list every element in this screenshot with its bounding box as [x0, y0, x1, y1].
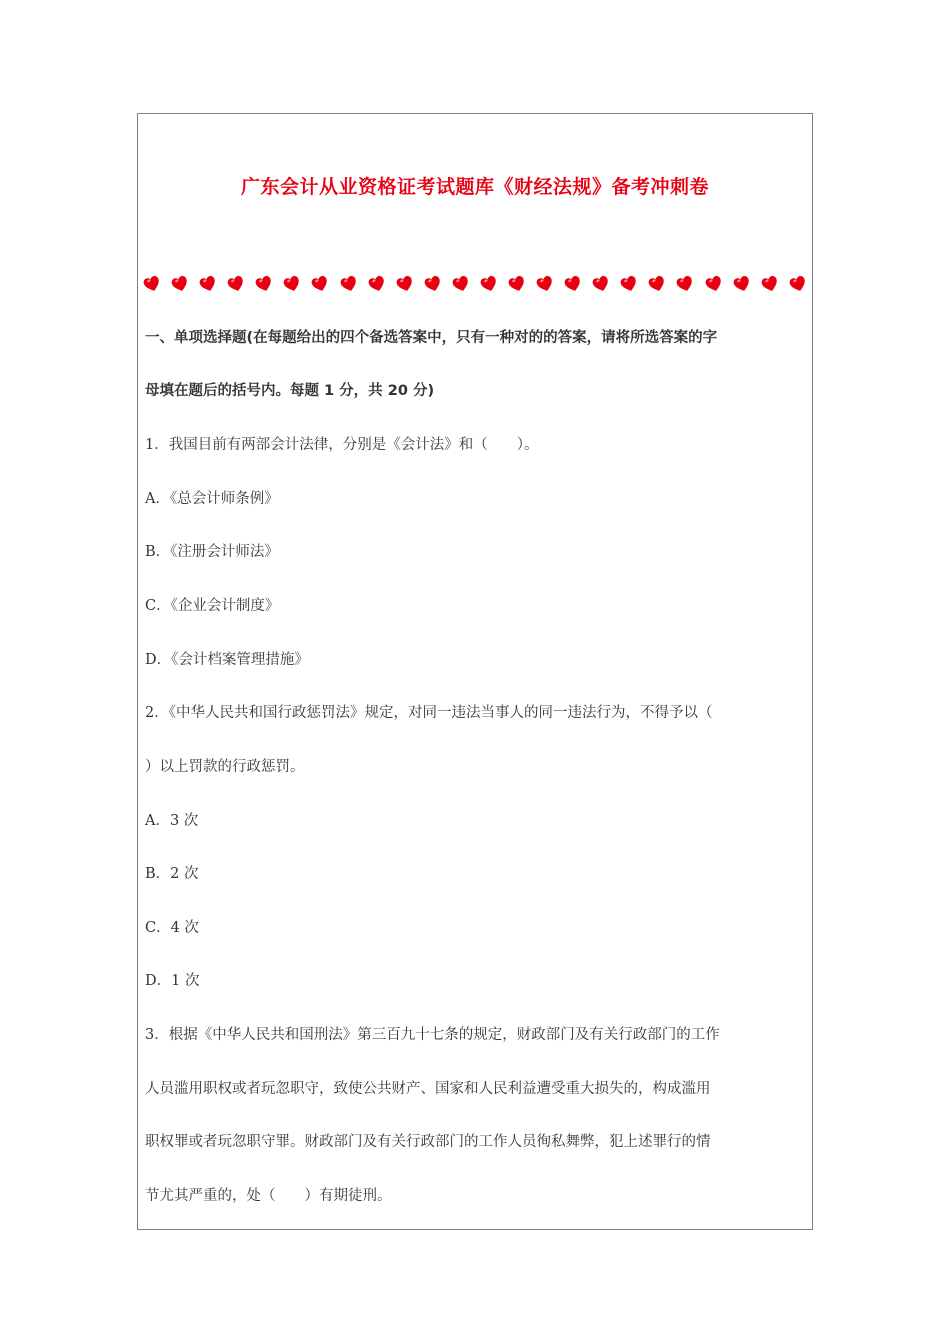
heart-icon — [676, 275, 694, 293]
question-3-stem-line-2: 人员滥用职权或者玩忽职守，致使公共财产、国家和人民利益遭受重大损失的，构成滥用 — [145, 1081, 711, 1097]
heart-icon — [536, 275, 554, 293]
heart-icon — [564, 275, 582, 293]
heart-icon — [424, 275, 442, 293]
document-title: 广东会计从业资格证考试题库《财经法规》备考冲刺卷 — [240, 176, 709, 198]
heart-icon — [368, 275, 386, 293]
question-3-stem-line-1: 3．根据《中华人民共和国刑法》第三百九十七条的规定，财政部门及有关行政部门的工作 — [145, 1027, 720, 1043]
question-2-stem-line-2: ）以上罚款的行政惩罚。 — [145, 759, 305, 775]
heart-icon — [171, 275, 189, 293]
heart-icon — [340, 275, 358, 293]
question-2-option-b: B．2 次 — [145, 866, 199, 882]
question-3-stem-line-4: 节尤其严重的，处（ ）有期徒刑。 — [145, 1188, 392, 1204]
heart-icon — [311, 275, 329, 293]
heart-icon — [143, 275, 161, 293]
question-1-option-c: C．《企业会计制度》 — [145, 598, 280, 614]
question-1-option-a: A．《总会计师条例》 — [145, 491, 279, 507]
heart-icon — [508, 275, 526, 293]
heart-icon — [761, 275, 779, 293]
heart-icon — [396, 275, 414, 293]
question-2-option-a: A．3 次 — [145, 813, 199, 829]
heart-icon — [227, 275, 245, 293]
heart-icon — [255, 275, 273, 293]
question-2-option-d: D．1 次 — [145, 973, 200, 989]
heart-icon — [592, 275, 610, 293]
heart-icon — [789, 275, 807, 293]
question-2-option-c: C．4 次 — [145, 920, 199, 936]
heart-icon — [283, 275, 301, 293]
question-3-stem-line-3: 职权罪或者玩忽职守罪。财政部门及有关行政部门的工作人员徇私舞弊，犯上述罪行的情 — [145, 1134, 711, 1150]
heart-icon — [648, 275, 666, 293]
heart-icon — [705, 275, 723, 293]
question-2-stem-line-1: 2．《中华人民共和国行政惩罚法》规定，对同一违法当事人的同一违法行为，不得予以（ — [145, 705, 713, 721]
question-1-stem: 1．我国目前有两部会计法律，分别是《会计法》和（ ）。 — [145, 437, 539, 453]
section-heading-line-1: 一、单项选择题(在每题给出的四个备选答案中，只有一种对的的答案，请将所选答案的字 — [145, 330, 718, 346]
section-heading-line-2: 母填在题后的括号内。每题 1 分，共 20 分) — [145, 383, 435, 399]
heart-icon — [480, 275, 498, 293]
heart-icon — [733, 275, 751, 293]
heart-divider — [143, 272, 807, 296]
heart-icon — [452, 275, 470, 293]
question-1-option-b: B．《注册会计师法》 — [145, 544, 279, 560]
heart-icon — [199, 275, 217, 293]
question-1-option-d: D．《会计档案管理措施》 — [145, 652, 309, 668]
heart-icon — [620, 275, 638, 293]
